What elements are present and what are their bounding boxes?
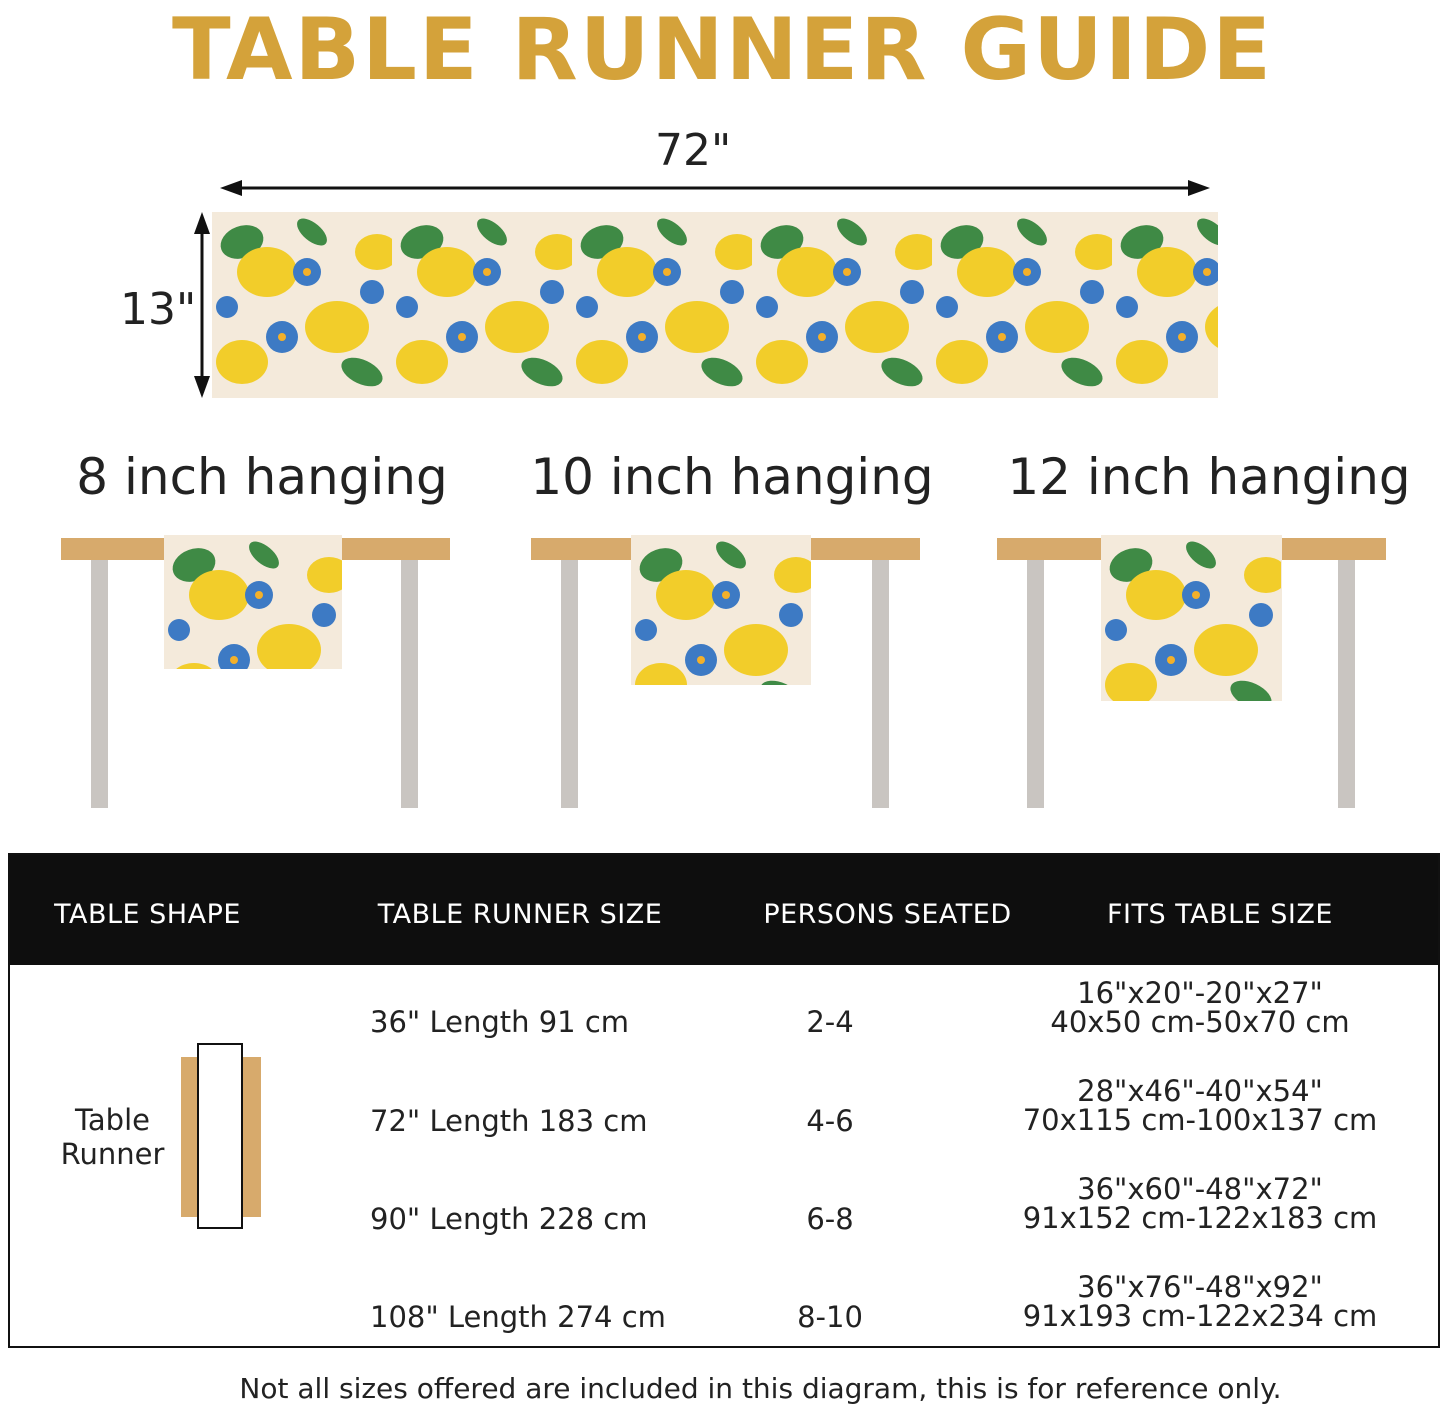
row-fits-in: 28"x46"-40"x54" — [1077, 1074, 1323, 1108]
row-size: 72" Length 183 cm — [370, 1104, 648, 1138]
shape-label-line2: Runner — [60, 1137, 165, 1171]
table-header-row — [10, 855, 1438, 965]
hanging-runner-12 — [1101, 535, 1282, 701]
row-fits — [1020, 1270, 1380, 1333]
table-leg — [872, 558, 889, 808]
row-fits-cm: 40x50 cm-50x70 cm — [1050, 1005, 1350, 1039]
row-persons: 6-8 — [806, 1202, 854, 1236]
row-fits — [1020, 1074, 1380, 1137]
row-fits-cm: 91x193 cm-122x234 cm — [1022, 1299, 1378, 1333]
row-size: 90" Length 228 cm — [370, 1202, 648, 1236]
table-leg — [1027, 558, 1044, 808]
row-persons: 4-6 — [806, 1104, 854, 1138]
row-persons: 2-4 — [806, 1005, 854, 1039]
header-persons-seated: PERSONS SEATED — [763, 899, 1012, 930]
runner-width-label: 72" — [655, 125, 732, 176]
shape-label-line1: Table — [75, 1103, 150, 1137]
row-fits-cm: 70x115 cm-100x137 cm — [1022, 1103, 1378, 1137]
table-leg — [561, 558, 578, 808]
height-arrow — [190, 212, 214, 398]
shape-label — [60, 1103, 165, 1171]
size-table — [8, 853, 1440, 1348]
row-fits-in: 36"x60"-48"x72" — [1077, 1172, 1323, 1206]
row-size: 36" Length 91 cm — [370, 1005, 630, 1039]
header-table-shape: TABLE SHAPE — [54, 899, 241, 930]
row-size: 108" Length 274 cm — [370, 1300, 666, 1334]
hanging-runner-10 — [631, 535, 811, 685]
row-fits — [1020, 1172, 1380, 1235]
table-leg — [91, 558, 108, 808]
row-fits — [1020, 976, 1380, 1039]
table-leg — [401, 558, 418, 808]
page-title: TABLE RUNNER GUIDE — [171, 0, 1274, 100]
runner-height-label: 13" — [120, 284, 197, 335]
shape-runner-icon — [197, 1043, 243, 1229]
hanging-label-8: 8 inch hanging — [76, 448, 448, 506]
table-runner-pattern — [212, 212, 1218, 398]
hanging-runner-8 — [164, 535, 342, 669]
row-fits-in: 16"x20"-20"x27" — [1077, 976, 1323, 1010]
row-persons: 8-10 — [797, 1300, 863, 1334]
footnote: Not all sizes offered are included in this diagram, this is for reference only. — [239, 1372, 1282, 1405]
row-fits-cm: 91x152 cm-122x183 cm — [1022, 1201, 1378, 1235]
header-fits-table-size: FITS TABLE SIZE — [1107, 899, 1333, 930]
hanging-label-10: 10 inch hanging — [530, 448, 934, 506]
table-leg — [1338, 558, 1355, 808]
width-arrow — [220, 176, 1210, 200]
row-fits-in: 36"x76"-48"x92" — [1077, 1270, 1323, 1304]
header-runner-size: TABLE RUNNER SIZE — [377, 899, 663, 930]
hanging-label-12: 12 inch hanging — [1007, 448, 1411, 506]
